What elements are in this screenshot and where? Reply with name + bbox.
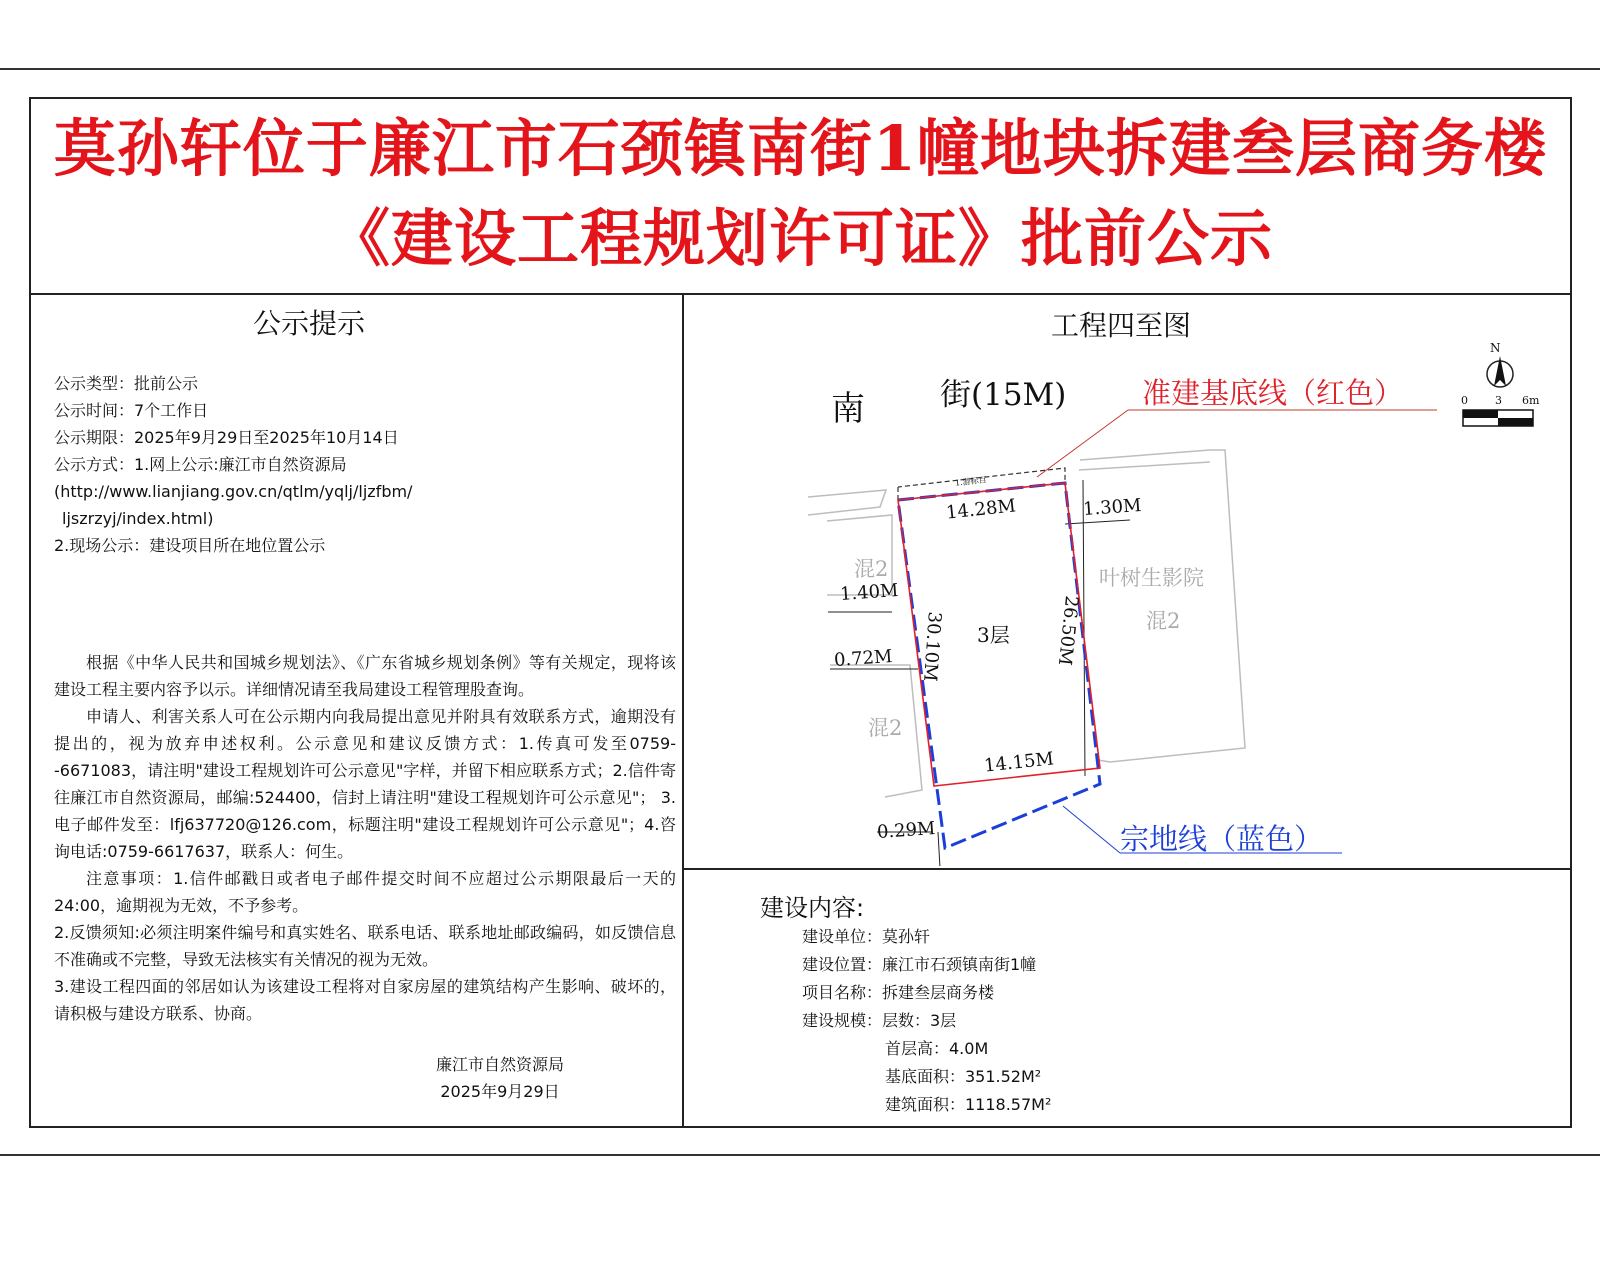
notice-para-3: 注意事项：1.信件邮戳日或者电子邮件提交时间不应超过公示期限最后一天的24:00，逾期视为无效，不予参考。: [54, 869, 676, 915]
map-heading: 工程四至图: [1051, 309, 1192, 342]
dim-029: 0.29M: [876, 817, 937, 844]
notice-onsite: 2.现场公示：建设项目所在地位置公示: [54, 536, 326, 555]
scale-label-3: 3: [1495, 394, 1502, 407]
construction-location: 建设位置：廉江市石颈镇南街1幢: [802, 955, 1037, 974]
north-label: N: [1490, 341, 1501, 355]
title-line-2: 《建设工程规划许可证》批前公示: [327, 202, 1273, 275]
notice-period: 公示期限：2025年9月29日至2025年10月14日: [54, 428, 399, 447]
dim-top: 14.28M: [945, 495, 1017, 524]
dim-130: 1.30M: [1082, 494, 1143, 521]
notice-para-5: 3.建设工程四面的邻居如认为该建设工程将对自家房屋的建筑结构产生影响、破坏的，请积极与建设方联系、协商。: [54, 977, 676, 1023]
scale-label-6: 6m: [1522, 394, 1540, 407]
neighbor-name: 叶树生影院: [1099, 566, 1204, 590]
map-divider: [682, 868, 1572, 870]
red-leader: [1037, 410, 1128, 477]
dim-right: 26.50M: [1053, 594, 1083, 667]
notice-url-2: ljszrzyj/index.html): [62, 509, 214, 528]
notice-time: 公示时间：7个工作日: [54, 401, 209, 420]
neighbor-mix-left-bottom: 混2: [868, 716, 903, 740]
notice-body: [54, 649, 676, 1027]
scale-bar: [1463, 410, 1533, 426]
north-arrow-icon: [1487, 356, 1513, 387]
blue-leader: [1063, 806, 1120, 853]
neighbor-outline-1: [808, 490, 886, 515]
neighbor-mix-right: 混2: [1146, 609, 1181, 633]
neighbor-outline-5: [1079, 462, 1210, 470]
construction-total-area: 建筑面积：1118.57M²: [885, 1095, 1052, 1114]
construction-heading: 建设内容:: [760, 894, 865, 922]
reference-lines: [828, 480, 1130, 866]
title-divider: [29, 293, 1572, 295]
dim-bottom: 14.15M: [983, 748, 1055, 777]
notice-para-2: 申请人、利害关系人可在公示期内向我局提出意见并附具有效联系方式，逾期没有提出的，视为放弃申述权利。公示意见和建议反馈方式：1.传真可发至0759--6671083，请注明"建设工程规划许可公示意见"字样，并留下相应联系方式；2.信件寄往廉江市自然资源局，邮编:524400，信封上请注明"建设工程规划许可公示意见"； 3.电子邮件发至：lfj637720@126.com，标题注明"建设工程规划许可公示意见"；4.咨询电话:0759-6617637，联系人：何生。: [54, 707, 676, 861]
ref-line-bottom: [938, 832, 940, 866]
neighbor-mix-left-top: 混2: [854, 557, 889, 581]
street-name-1: 南: [831, 389, 865, 429]
dim-small: 1.游标百: [954, 475, 988, 488]
notice-para-1: 根据《中华人民共和国城乡规划法》、《广东省城乡规划条例》等有关规定，现将该建设工程主要内容予以示。详细情况请至我局建设工程管理股查询。: [54, 653, 676, 699]
construction-project: 项目名称：拆建叁层商务楼: [802, 983, 995, 1002]
title-area: [29, 97, 1572, 293]
notice-url-1: (http://www.lianjiang.gov.cn/qtlm/yqlj/ljzfbm/: [54, 482, 413, 501]
title-line-1: 莫孙轩位于廉江市石颈镇南街1幢地块拆建叁层商务楼: [53, 112, 1548, 185]
notice-type: 公示类型：批前公示: [54, 374, 199, 393]
ref-line-130: [1065, 520, 1130, 524]
sign-org: 廉江市自然资源局: [435, 1055, 564, 1074]
scale-label-0: 0: [1461, 394, 1468, 407]
construction-unit: 建设单位：莫孙轩: [802, 927, 931, 946]
dim-140: 1.40M: [839, 579, 900, 606]
notice-info: [54, 370, 674, 559]
sign-date: 2025年9月29日: [440, 1082, 560, 1101]
street-name-2: 街(15M): [940, 377, 1067, 413]
construction-scale: 建设规模：层数：3层: [802, 1011, 957, 1030]
floors-label: 3层: [977, 623, 1010, 647]
legend-red-base-line: 准建基底线（红色）: [1142, 376, 1404, 410]
legend-blue-parcel-line: 宗地线（蓝色）: [1120, 822, 1324, 856]
construction-first-height: 首层高：4.0M: [885, 1039, 989, 1058]
notice-para-4: 2.反馈须知:必须注明案件编号和真实姓名、联系电话、联系地址邮政编码，如反馈信息不准确或不完整，导致无法核实有关情况的视为无效。: [54, 923, 676, 969]
construction-base-area: 基底面积：351.52M²: [885, 1067, 1042, 1086]
notice-heading: 公示提示: [253, 307, 366, 340]
dim-left: 30.10M: [919, 610, 945, 683]
dim-072: 0.72M: [833, 645, 894, 672]
notice-method: 公示方式：1.网上公示:廉江市自然资源局: [54, 455, 347, 474]
